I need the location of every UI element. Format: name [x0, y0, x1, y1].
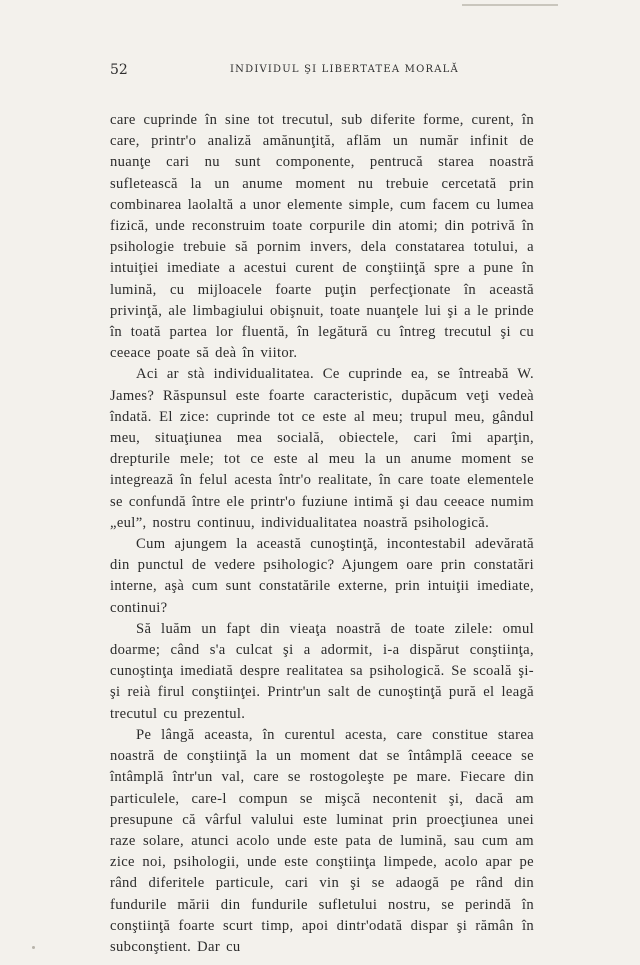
paragraph: Cum ajungem la această cunoştinţă, incontestabil adevărată din punctul de vedere psihologic? Ajungem oare prin constatări interne, aşà cum sunt constatările externe, prin intuiţii imediate, continui? — [110, 536, 534, 616]
page-number: 52 — [110, 62, 128, 78]
paragraph: Aci ar stà individualitatea. Ce cuprinde ea, se întreabă W. James? Răspunsul este foarte caracteristic, dupăcum veţi vedeà îndată. El zice: cuprinde tot ce este al meu; trupul meu, gândul meu, situaţiunea mea socială, obiectele, cari îmi aparţin, drepturile mele; tot ce este al meu la un anume moment se integrează în felul acesta într'o realitate, în care toate elementele se confundă între ele printr'o fuziune intimă şi dau ceeace numim „eul”, nostru continuu, individualitatea noastră psihologică. — [110, 366, 534, 531]
paragraph: Pe lângă aceasta, în curentul acesta, care constitue starea noastră de conştiinţă la un moment dat se întâmplă ceeace se întâmplă într'un val, care se rostogoleşte pe mare. Fiecare din particulele, care-l compun se mişcă necontenit şi, dacă am presupune că vârful valului este luminat prin proecţiunea unei raze solare, atunci acolo unde este pata de lumină, sau cum am zice noi, psihologii, unde este conştiinţa limpede, acolo apar pe rând diferitele particule, cari vin şi se adaogă pe rând din fundurile mării din fundurile sufletului nostru, se perindă în conştiinţă foarte scurt timp, apoi dintr'odată dispar şi rămân în subconştient. Dar cu — [110, 726, 534, 955]
body-text — [110, 110, 534, 958]
running-title: INDIVIDUL ŞI LIBERTATEA MORALĂ — [230, 64, 459, 75]
page-header — [110, 62, 534, 82]
paragraph: care cuprinde în sine tot trecutul, sub diferite forme, curent, în care, printr'o analiză amănunţită, aflăm un număr infinit de nuanţe cari nu sunt componente, pentrucă starea noastră sufletească la un anume moment nu trebuie cercetată prin combinarea laolaltă a unor elemente simple, cum facem cu lumea fizică, unde reconstruim toate corpurile din atomi; din potrivă în psihologie trebuie să pornim invers, dela constatarea totului, a intuiţiei imediate a acestui curent de conştiinţă spre a pune în lumină, cu mijloacele foarte puţin perfecţionate în această privinţă, ale limbagiului obişnuit, toate nuanţele lui şi a le prinde în toată partea lor fluentă, în legătură cu întreg trecutul şi cu ceeace poate să deà în viitor. — [110, 112, 534, 362]
paper-speck — [32, 946, 35, 949]
top-edge-rule — [462, 4, 558, 6]
paragraph: Să luăm un fapt din vieaţa noastră de toate zilele: omul doarme; când s'a culcat şi a adormit, i-a dispărut conştiinţa, cunoştinţa imediată despre realitatea sa psihologică. Se scoală şi-şi reià firul conştiinţei. Printr'un salt de cunoştinţă pură el leagă trecutul cu prezentul. — [110, 620, 534, 722]
